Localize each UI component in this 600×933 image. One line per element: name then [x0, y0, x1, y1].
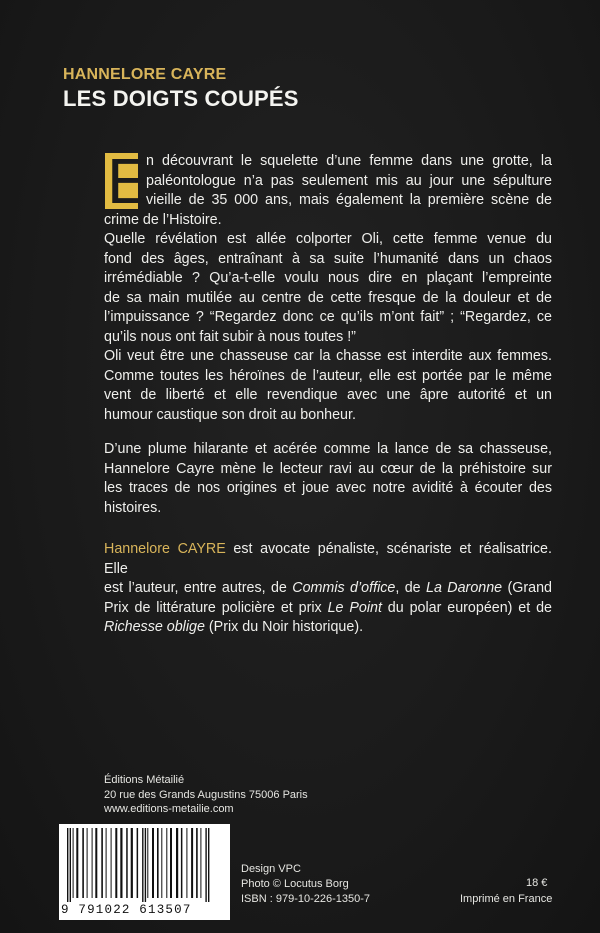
text-line: qu’ils nous ont fait subir à nous toutes !” [104, 328, 356, 345]
text-line: Comme toutes les héroïnes de l’auteur, elle est portée par le même [104, 367, 552, 384]
text-line: Quelle révélation est allée colporter Oli, cette femme venue du [104, 231, 552, 247]
synopsis-paragraph-1 [104, 152, 552, 425]
bio-line [104, 599, 552, 619]
bio-text: (Prix du Noir historique). [204, 619, 364, 635]
text-line: humour caustique son droit au bonheur. [104, 406, 356, 423]
text-line: histoires. [104, 499, 162, 516]
bio-author-name: Hannelore CAYRE [104, 541, 226, 557]
barcode-digits: 9 791022 613507 [61, 903, 192, 917]
book-reference: Le Point [327, 599, 382, 616]
photo-credit: Photo © Locutus Borg [241, 878, 349, 890]
bio-text: Prix de littérature policière et prix [104, 599, 328, 616]
text-line: vent de liberté et elle revendique avec une âpre autorité et un [104, 387, 552, 403]
text-line: fond des âges, entraînant à sa suite l’humanité dans un chaos [104, 250, 552, 267]
credits [241, 862, 370, 907]
bio-text: , de [395, 580, 426, 596]
book-title: LES DOIGTS COUPÉS [63, 86, 299, 111]
book-reference: La Daronne [426, 580, 503, 596]
publisher-address: 20 rue des Grands Augustins 75006 Paris [104, 788, 308, 801]
text-line: Hannelore Cayre mène le lecteur ravi au cœur de la préhistoire sur [104, 460, 552, 477]
publisher-info [104, 773, 308, 817]
bio-text: est avocate pénaliste, scénariste et réalisatrice. Elle [104, 541, 552, 577]
book-reference: Richesse oblige [104, 619, 205, 635]
text-line: irrémédiable ? Qu’a-t-elle voulu nous dire en plaçant l’empreinte [104, 270, 552, 286]
author-name: HANNELORE CAYRE [63, 66, 227, 83]
publisher-website: www.editions-metailie.com [104, 803, 234, 815]
bio-line [104, 579, 552, 599]
author-bio [104, 540, 552, 638]
text-line: n découvrant le squelette d’une femme dans une grotte, la [146, 153, 552, 169]
isbn-text: ISBN : 979-10-226-1350-7 [241, 893, 371, 905]
text-line: paléontologue n’a pas seulement mis au jour une sépulture [146, 172, 552, 189]
bio-line [104, 540, 552, 579]
bio-line [104, 618, 552, 638]
text-line: vieille de 35 000 ans, mais également la première scène de [146, 192, 552, 208]
text-line: de sa main mutilée au centre de cette fresque de la douleur et de [104, 289, 552, 306]
synopsis-paragraph-2 [104, 440, 552, 518]
bio-text: (Grand [502, 580, 552, 596]
drop-cap-letter: E [107, 145, 150, 217]
publisher-name: Éditions Métailié [104, 774, 185, 786]
text-line: D’une plume hilarante et acérée comme la lance de sa chasseuse, [104, 441, 552, 457]
text-line: crime de l’Histoire. [104, 211, 222, 228]
barcode-bars [65, 828, 225, 902]
bio-text: est l’auteur, entre autres, de [104, 580, 293, 596]
text-line: Oli veut être une chasseuse car la chasse est interdite aux femmes. [104, 348, 552, 364]
isbn-barcode [59, 824, 230, 920]
printed-in: Imprimé en France [460, 893, 553, 905]
text-line: les traces de nos origines et joue avec notre avidité à écouter des [104, 480, 552, 496]
bio-text: du polar européen) et de [381, 599, 552, 616]
design-credit: Design VPC [241, 863, 301, 875]
price: 18 € [526, 877, 548, 889]
text-line: l’impuissance ? “Regardez donc ce qu’ils m’ont fait” ; “Regardez, ce [104, 309, 552, 325]
book-reference: Commis d’office [292, 580, 396, 596]
